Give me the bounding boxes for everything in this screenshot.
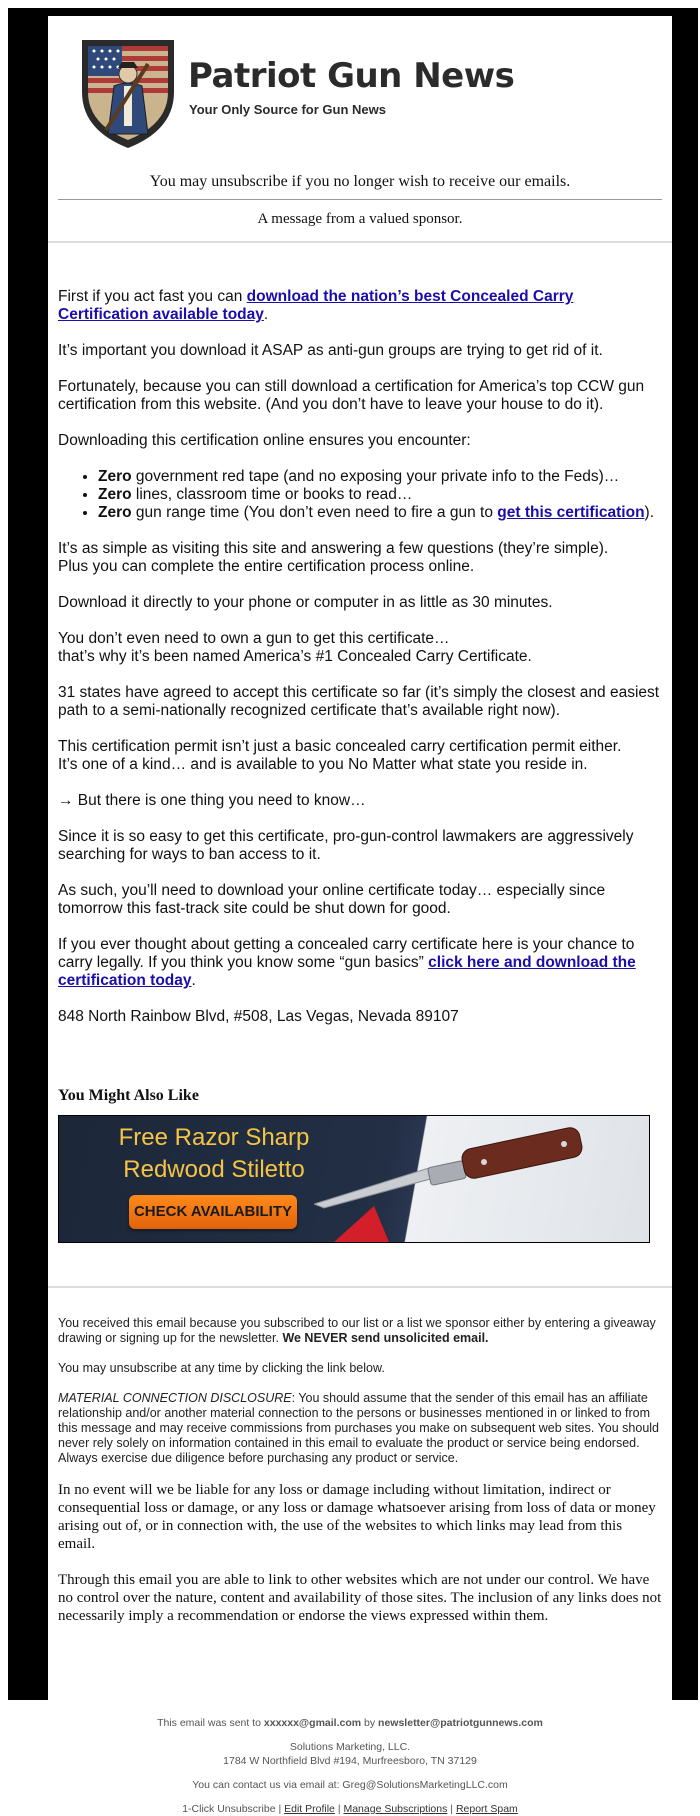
list-item: • Zero lines, classroom time or books to read… — [98, 486, 662, 504]
brand-title: Patriot Gun News — [188, 56, 515, 96]
external-links-paragraph: Through this email you are able to link to other websites which are not under our control. We have no control over the nature, content and availability of those sites. The inclusion of any links does not necessarily imply a recommendation or endorse the views expressed within them. — [58, 1572, 662, 1624]
liability-paragraph: In no event will we be liable for any loss or damage including without limitation, indirect or consequential loss or damage, or any loss or damage whatsoever arising from loss of data or money arising out of, or in connection with, the use of the websites to which links may lead from this email. — [58, 1482, 656, 1552]
article-paragraph: If you ever thought about getting a concealed carry certificate here is your chance to carry legally. If you think you know some “gun basics” click here and download the certification today. — [58, 936, 636, 989]
article-paragraph: Download it directly to your phone or computer in as little as 30 minutes. — [58, 594, 553, 611]
article-body — [58, 288, 662, 1044]
legal-text — [58, 1481, 662, 1625]
subscription-reason: You received this email because you subscribed to our list or a list we sponsor either by entering a giveaway drawing or signing up for the newsletter. We NEVER send unsolicited email. — [58, 1316, 656, 1345]
footer-links: 1-Click Unsubscribe | Edit Profile | Manage Subscriptions | Report Spam — [182, 1803, 518, 1815]
article-paragraph: You don’t even need to own a gun to get this certificate… that’s why it’s been named America’s #1 Concealed Carry Certificate. — [58, 630, 532, 665]
email-footer — [0, 1716, 700, 1816]
list-item: • Zero gun range time (You don’t even need to fire a gun to get this certification). — [98, 504, 662, 522]
article-paragraph: Fortunately, because you can still download a certification for America’s top CCW gun certification from this website. (And you don’t have to leave your house to do it). — [58, 378, 645, 413]
one-click-unsubscribe-link[interactable]: 1-Click Unsubscribe — [182, 1803, 276, 1815]
sponsor-address: 848 North Rainbow Blvd, #508, Las Vegas, Nevada 89107 — [58, 1008, 459, 1025]
banner-headline: Redwood Stiletto — [123, 1156, 305, 1183]
article-paragraph: First if you act fast you can download the nation’s best Concealed Carry Certification available today. — [58, 288, 574, 323]
disclaimer-section — [58, 1316, 662, 1643]
article-paragraph: Downloading this certification online ensures you encounter: — [58, 432, 471, 449]
download-certification-link[interactable]: download the nation’s best Concealed Carry Certification available today — [58, 288, 574, 323]
material-connection-disclosure: MATERIAL CONNECTION DISCLOSURE: You should assume that the sender of this email has an affiliate relationship and/or another material connection to the persons or businesses mentioned in or linked to from this message and may receive commissions from purchases you make on subsequent web sites. You should never rely solely on information contained in this email to evaluate the product or service being endorsed. Always exercise due diligence before purchasing any product or service. — [58, 1391, 660, 1465]
article-paragraph: → But there is one thing you need to know… — [58, 792, 366, 809]
article-paragraph: Since it is so easy to get this certificate, pro-gun-control lawmakers are aggressively searching for ways to ban access to it. — [58, 828, 634, 863]
you-might-also-like-heading: You Might Also Like — [58, 1087, 199, 1104]
article-paragraph: As such, you’ll need to download your online certificate today… especially since tomorrow this fast-track site could be shut down for good. — [58, 882, 606, 917]
email-content — [48, 16, 672, 1708]
company-name: Solutions Marketing, LLC. — [289, 1741, 411, 1753]
report-spam-link[interactable]: Report Spam — [455, 1803, 518, 1815]
email-frame — [8, 8, 698, 1700]
manage-subscriptions-link[interactable]: Manage Subscriptions — [343, 1803, 448, 1815]
unsubscribe-notice: You may unsubscribe if you no longer wish to receive our emails. — [149, 173, 571, 190]
edit-profile-link[interactable]: Edit Profile — [284, 1803, 335, 1815]
article-paragraph: 31 states have agreed to accept this certificate so far (it’s simply the closest and easiest path to a semi-nationally recognized certificate that’s available right now). — [58, 684, 660, 719]
download-certification-today-link[interactable]: click here and download the certification today — [58, 954, 636, 989]
divider — [48, 241, 672, 243]
banner-headline: Free Razor Sharp — [118, 1124, 310, 1151]
sent-to-line: This email was sent to xxxxxx@gmail.com by newsletter@patriotgunnews.com — [157, 1717, 543, 1729]
stiletto-ad-banner[interactable] — [58, 1115, 650, 1243]
article-paragraph: It’s as simple as visiting this site and answering a few questions (they’re simple). Plus you can complete the entire certification process online. — [58, 540, 609, 575]
contact-line: You can contact us via email at: Greg@SolutionsMarketingLLC.com — [192, 1779, 508, 1791]
unsubscribe-info: You may unsubscribe at any time by clicking the link below. — [58, 1361, 385, 1375]
list-item: • Zero government red tape (and no exposing your private info to the Feds)… — [98, 468, 662, 486]
stiletto-knife-icon — [314, 1116, 649, 1242]
sponsor-message: A message from a valued sponsor. — [257, 211, 463, 227]
divider — [48, 1286, 672, 1288]
brand-tagline: Your Only Source for Gun News — [189, 102, 386, 117]
company-address: 1784 W Northfield Blvd #194, Murfreesboro, TN 37129 — [223, 1755, 477, 1767]
patriot-logo — [78, 34, 178, 150]
article-paragraph: It’s important you download it ASAP as anti-gun groups are trying to get rid of it. — [58, 342, 603, 359]
benefits-list — [58, 468, 662, 522]
check-availability-button[interactable]: CHECK AVAILABILITY — [129, 1195, 297, 1229]
divider — [58, 199, 662, 200]
article-paragraph: This certification permit isn’t just a basic concealed carry certification permit either. It’s one of a kind… and is available to you No Matter what state you reside in. — [58, 738, 622, 773]
get-certification-link[interactable]: get this certification — [497, 504, 645, 521]
